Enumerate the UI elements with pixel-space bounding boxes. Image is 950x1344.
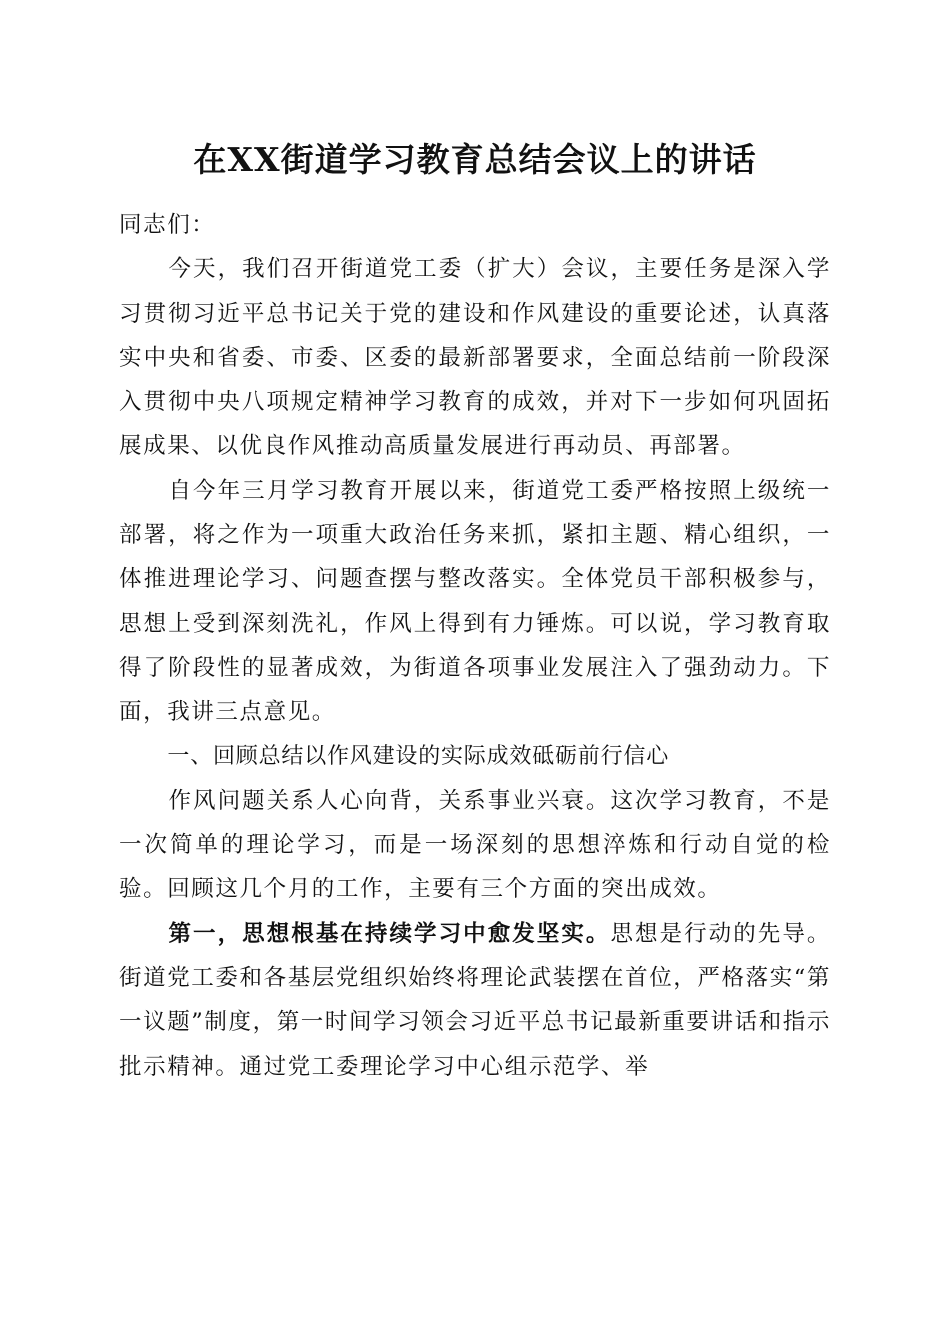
salutation: 同志们： — [119, 212, 216, 238]
document-title: 在XX街道学习教育总结会议上的讲话 — [193, 140, 757, 179]
paragraph-opening: 今天，我们召开街道党工委（扩大）会议，主要任务是深入学习贯彻习近平总书记关于党的建设和作风建设的重要论述，认真落实中央和省委、市委、区委的最新部署要求，全面总结前一阶段深入贯彻中央八项规定精神学习教育的成效，并对下一步如何巩固拓展成果、以优良作风推动高质量发展进行再动员、再部署。 — [119, 256, 831, 460]
first-point-lead: 第一，思想根基在持续学习中愈发坚实。 — [168, 920, 611, 947]
paragraph-review-intro: 作风问题关系人心向背，关系事业兴衰。这次学习教育，不是一次简单的理论学习，而是一场深刻的思想淬炼和行动自觉的检验。回顾这几个月的工作，主要有三个方面的突出成效。 — [119, 787, 831, 903]
paragraph-first-point — [119, 912, 831, 1089]
section-heading-1: 一、回顾总结以作风建设的实际成效砥砺前行信心 — [167, 743, 669, 769]
paragraph-background: 自今年三月学习教育开展以来，街道党工委严格按照上级统一部署，将之作为一项重大政治任务来抓，紧扣主题、精心组织，一体推进理论学习、问题查摆与整改落实。全体党员干部积极参与，思想上受到深刻洗礼，作风上得到有力锤炼。可以说，学习教育取得了阶段性的显著成效，为街道各项事业发展注入了强劲动力。下面，我讲三点意见。 — [119, 477, 831, 726]
document-body — [119, 203, 831, 1089]
first-point-text: 思想是行动的先导。街道党工委和各基层党组织始终将理论武装摆在首位，严格落实“第一议题”制度，第一时间学习领会习近平总书记最新重要讲话和指示批示精神。通过党工委理论学习中心组示范学、举 — [119, 920, 832, 1080]
